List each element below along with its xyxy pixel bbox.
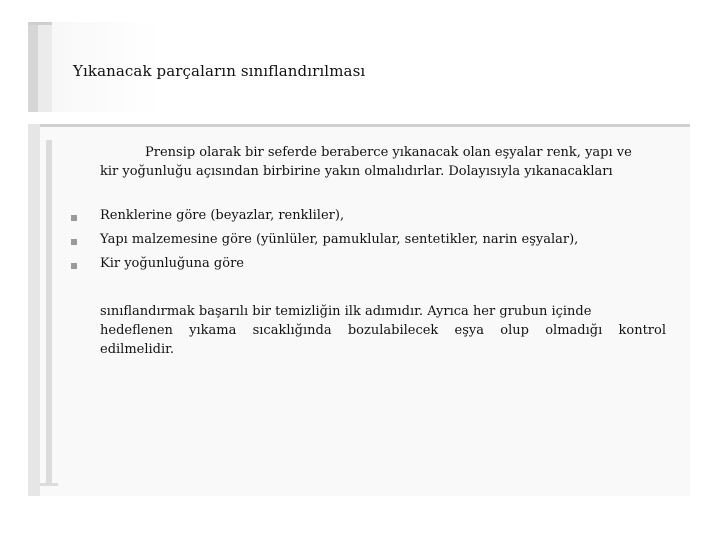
outro-paragraph [100,302,666,359]
page-title: Yıkanacak parçaların sınıflandırılması [73,62,366,80]
list-item-text: Renklerine göre (beyazlar, renkliler), [100,208,345,223]
square-bullet-icon [71,215,77,221]
list-item-text: Kir yoğunluğuna göre [100,256,244,271]
intro-text-line-2: kir yoğunluğu açısından birbirine yakın olmalıdırlar. Dolayısıyla yıkanacakları [100,164,613,179]
outro-text-line-1: sınıflandırmak başarılı bir temizliğin ilk adımıdır. Ayrıca her grubun içinde [100,304,592,319]
square-bullet-icon [71,263,77,269]
title-accent-bar [28,22,38,112]
content-accent-line [46,140,52,486]
list-item-text: Yapı malzemesine göre (yünlüler, pamuklular, sentetikler, narin eşyalar), [100,232,579,247]
content-top-border [28,124,690,127]
outro-text-line-3: edilmelidir. [100,342,175,357]
content-accent-line-foot [40,483,58,486]
square-bullet-icon [71,239,77,245]
title-accent-top [28,22,52,25]
outro-text-line-2: hedeflenen yıkama sıcaklığında bozulabilecek eşya olup olmadığı kontrol [100,323,666,338]
title-accent-bar-inner [38,22,52,112]
content-accent-bar [28,124,40,496]
intro-text-line-1: Prensip olarak bir seferde beraberce yıkanacak olan eşyalar renk, yapı ve [145,145,632,160]
